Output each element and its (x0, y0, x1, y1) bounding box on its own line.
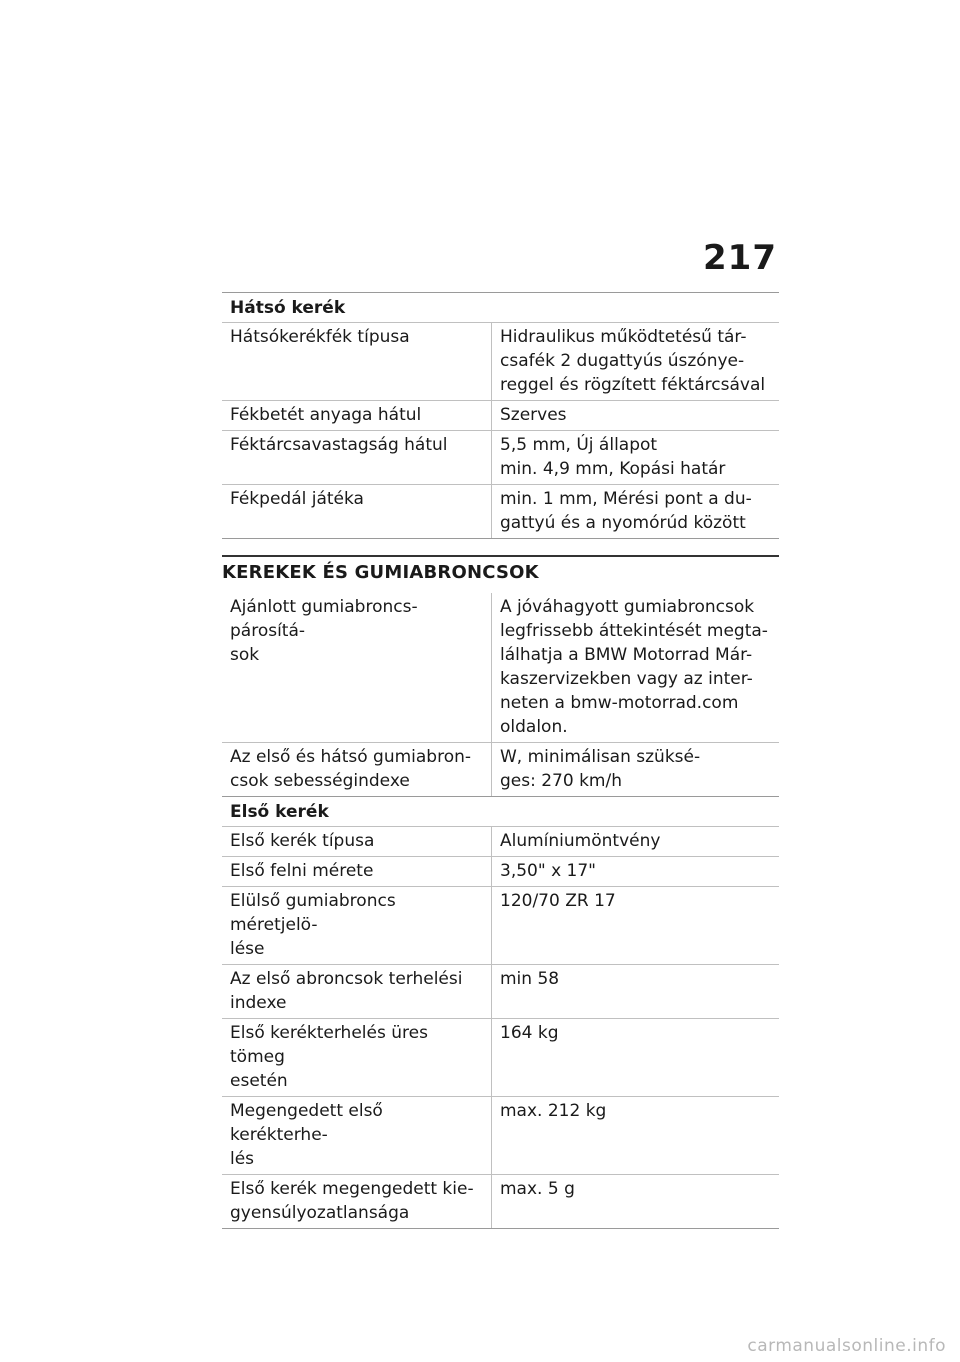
rear-wheel-heading: Hátsó kerék (222, 292, 779, 322)
row-label: Első felni mérete (222, 857, 492, 886)
row-value: W, minimálisan szüksé- ges: 270 km/h (500, 747, 701, 791)
row-label: Megengedett első kerékterhe- lés (222, 1097, 492, 1174)
table-row (222, 826, 779, 856)
row-value: 5,5 mm, Új állapot min. 4,9 mm, Kopási határ (500, 435, 726, 479)
front-wheel-table (222, 826, 779, 1229)
row-label: Fékbetét anyaga hátul (222, 401, 492, 430)
row-label: Ajánlott gumiabroncs-párosítá- sok (222, 593, 492, 742)
row-label: Első kerékterhelés üres tömeg esetén (222, 1019, 492, 1096)
row-value: Szerves (500, 405, 567, 425)
row-label: Az első és hátsó gumiabron- csok sebességindexe (222, 743, 492, 796)
table-row (222, 1174, 779, 1229)
row-value: 164 kg (500, 1023, 559, 1043)
table-row (222, 430, 779, 484)
table-row (222, 742, 779, 796)
page-number: 217 (703, 238, 777, 278)
row-label: Első kerék megengedett kie- gyensúlyozatlansága (222, 1175, 492, 1228)
front-wheel-heading: Első kerék (222, 796, 779, 826)
row-label: Hátsókerékfék típusa (222, 323, 492, 400)
table-row (222, 1096, 779, 1174)
row-value: 3,50" x 17" (500, 861, 596, 881)
table-row (222, 964, 779, 1018)
spec-content (222, 292, 779, 1229)
table-row (222, 322, 779, 400)
table-row (222, 856, 779, 886)
table-row (222, 1018, 779, 1096)
row-label: Az első abroncsok terhelési indexe (222, 965, 492, 1018)
row-value: A jóváhagyott gumiabroncsok legfrissebb áttekintését megta- lálhatja a BMW Motorrad Már- kaszervizekben vagy az inter- neten a bmw-motorrad.com oldalon. (500, 597, 768, 737)
row-label: Elülső gumiabroncs méretjelö- lése (222, 887, 492, 964)
row-value: 120/70 ZR 17 (500, 891, 616, 911)
wheels-tyres-table (222, 593, 779, 796)
row-value: Alumíniumöntvény (500, 831, 661, 851)
row-label: Féktárcsavastagság hátul (222, 431, 492, 484)
table-row (222, 886, 779, 964)
watermark-footer: carmanualsonline.info (747, 1336, 946, 1356)
row-label: Első kerék típusa (222, 827, 492, 856)
row-value: max. 212 kg (500, 1101, 607, 1121)
table-row (222, 484, 779, 539)
row-value: max. 5 g (500, 1179, 575, 1199)
table-row (222, 593, 779, 742)
row-value: Hidraulikus működtetésű tár- csafék 2 dugattyús úszónye- reggel és rögzített féktárcsával (500, 327, 766, 395)
row-value: min. 1 mm, Mérési pont a du- gattyú és a nyomórúd között (500, 489, 752, 533)
rear-wheel-table (222, 322, 779, 539)
row-value: min 58 (500, 969, 560, 989)
table-row (222, 400, 779, 430)
row-label: Fékpedál játéka (222, 485, 492, 538)
wheels-tyres-heading: KEREKEK ÉS GUMIABRONCSOK (222, 555, 779, 593)
